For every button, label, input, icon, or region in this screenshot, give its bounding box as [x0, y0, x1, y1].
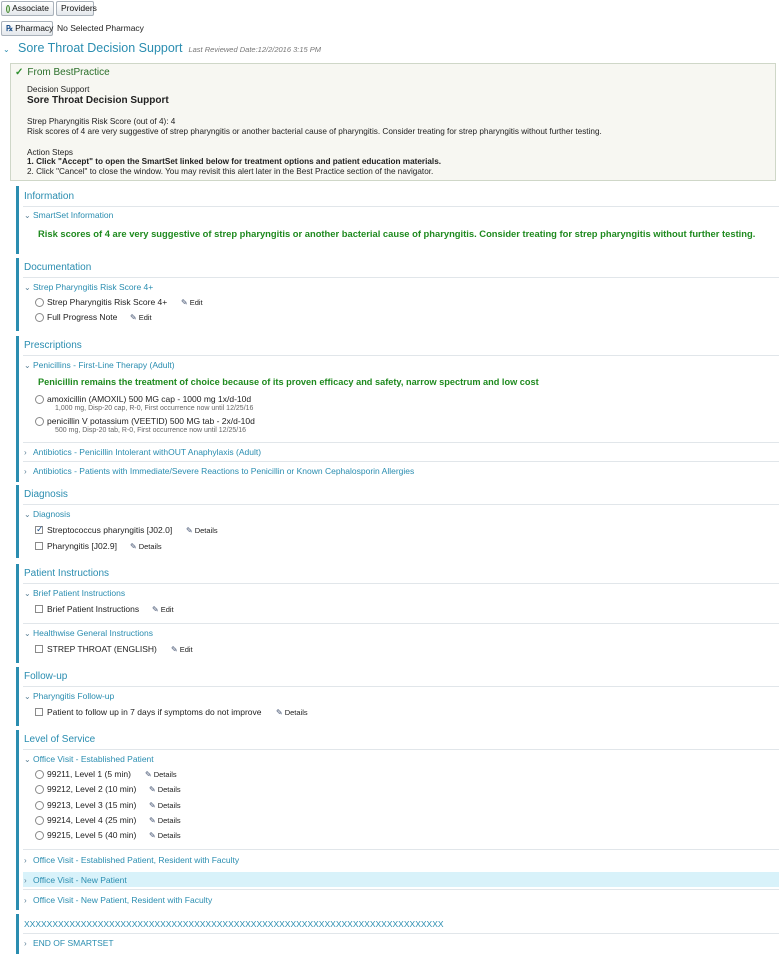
- item-label: 99212, Level 2 (10 min): [47, 784, 137, 794]
- subsection-label: Strep Pharyngitis Risk Score 4+: [33, 282, 154, 292]
- checkbox[interactable]: [35, 542, 43, 550]
- pencil-icon: ✎: [171, 645, 178, 654]
- section-level-of-service: [16, 730, 779, 910]
- details-link[interactable]: [149, 816, 181, 825]
- end-smartset-group[interactable]: [24, 938, 114, 948]
- section-title: Information: [24, 191, 75, 202]
- chevron-right-icon: ›: [24, 876, 27, 885]
- pencil-icon: ✎: [186, 526, 193, 535]
- dx-item[interactable]: [35, 525, 172, 535]
- item-label: Brief Patient Instructions: [47, 604, 140, 614]
- los-item[interactable]: [35, 769, 131, 779]
- associate-button[interactable]: [1, 1, 54, 16]
- los-item[interactable]: [35, 784, 136, 794]
- subsection-label: Antibiotics - Penicillin Intolerant withOUT Anaphylaxis (Adult): [33, 447, 262, 457]
- checkbox[interactable]: [35, 708, 43, 716]
- edit-link[interactable]: [171, 645, 193, 654]
- radio-button[interactable]: [35, 831, 44, 840]
- los-item[interactable]: [35, 800, 136, 810]
- doc-item[interactable]: [35, 297, 167, 307]
- details-link[interactable]: [149, 801, 181, 810]
- chevron-right-icon: ›: [24, 896, 27, 905]
- los-collapsed-group[interactable]: [24, 875, 127, 885]
- radio-button[interactable]: [35, 801, 44, 810]
- radio-button[interactable]: [35, 785, 44, 794]
- checkbox[interactable]: [35, 605, 43, 613]
- chevron-down-icon: ⌄: [24, 629, 31, 638]
- pencil-icon: ✎: [181, 298, 188, 307]
- section-follow-up: [16, 667, 779, 726]
- item-label: penicillin V potassium (VEETID) 500 MG tab - 2x/d-10d: [47, 416, 255, 426]
- section-documentation: [16, 258, 779, 331]
- fu-subsection-header[interactable]: [24, 691, 114, 701]
- link-label: Details: [157, 785, 181, 794]
- chevron-down-icon: ⌄: [24, 589, 31, 598]
- item-label: amoxicillin (AMOXIL) 500 MG cap - 1000 mg 1x/d-10d: [47, 394, 252, 404]
- fu-item[interactable]: [35, 707, 262, 717]
- section-end: [16, 914, 779, 954]
- section-title: Prescriptions: [24, 340, 82, 351]
- link-label: Edit: [189, 298, 203, 307]
- link-label: Details: [157, 816, 181, 825]
- details-link[interactable]: [145, 770, 177, 779]
- bp-action2: 2. Click "Cancel" to close the window. You may revisit this alert later in the Best Practice section of the navigator.: [27, 167, 434, 176]
- rx-collapsed-group[interactable]: [24, 466, 414, 476]
- pharmacy-value: No Selected Pharmacy: [57, 23, 144, 33]
- los-collapsed-group[interactable]: [24, 855, 239, 865]
- associate-label: Associate: [12, 3, 49, 13]
- link-label: Details: [157, 801, 181, 810]
- pencil-icon: ✎: [130, 313, 137, 322]
- page-title: Sore Throat Decision Support: [18, 41, 183, 55]
- chevron-down-icon: ⌄: [24, 211, 31, 220]
- link-label: Edit: [160, 605, 174, 614]
- rx-message: Penicillin remains the treatment of choice because of its proven efficacy and safety, narrow spectrum and low cost: [38, 377, 539, 387]
- item-label: 99211, Level 1 (5 min): [47, 769, 131, 779]
- link-label: Edit: [179, 645, 193, 654]
- providers-label: Providers: [61, 3, 97, 13]
- los-subsection-header[interactable]: [24, 754, 154, 764]
- details-link[interactable]: [186, 526, 218, 535]
- item-label: 99215, Level 5 (40 min): [47, 830, 137, 840]
- checkbox[interactable]: [35, 645, 43, 653]
- rx-item[interactable]: [35, 416, 255, 426]
- section-title: Documentation: [24, 262, 92, 273]
- dx-item[interactable]: [35, 541, 117, 551]
- radio-button[interactable]: [35, 816, 44, 825]
- doc-subsection-header[interactable]: [24, 282, 153, 292]
- best-practice-source: From BestPractice: [27, 67, 110, 78]
- subsection-label: END OF SMARTSET: [33, 938, 114, 948]
- chevron-down-icon: ⌄: [24, 283, 31, 292]
- chevron-right-icon: ›: [24, 856, 27, 865]
- los-item[interactable]: [35, 815, 136, 825]
- best-practice-panel: [10, 63, 776, 181]
- edit-link[interactable]: [181, 298, 203, 307]
- subsection-label: Office Visit - Established Patient, Resident with Faculty: [33, 855, 240, 865]
- los-item[interactable]: [35, 830, 136, 840]
- item-label: Patient to follow up in 7 days if symptoms do not improve: [47, 707, 262, 717]
- bp-score-desc: Risk scores of 4 are very suggestive of strep pharyngitis or another bacterial cause of pharyngitis. Consider treating for strep pharyngitis without further testing.: [27, 127, 602, 136]
- subsection-label: Healthwise General Instructions: [33, 628, 154, 638]
- pi-item[interactable]: [35, 604, 139, 614]
- item-label: Streptococcus pharyngitis [J02.0]: [47, 525, 173, 535]
- rx-icon: ℞: [6, 24, 14, 33]
- chevron-down-icon: ⌄: [24, 510, 31, 519]
- chevron-right-icon: ›: [24, 448, 27, 457]
- chevron-right-icon: ›: [24, 467, 27, 476]
- rx-subsection-header[interactable]: [24, 360, 175, 370]
- pencil-icon: ✎: [152, 605, 159, 614]
- pencil-icon: ✎: [149, 831, 156, 840]
- last-reviewed: Last Reviewed Date:12/2/2016 3:15 PM: [188, 45, 322, 54]
- checkbox[interactable]: [35, 526, 43, 534]
- pi-subsection-header[interactable]: [24, 628, 153, 638]
- section-information: [16, 186, 779, 254]
- item-label: Pharyngitis [J02.9]: [47, 541, 117, 551]
- subsection-label: Antibiotics - Patients with Immediate/Severe Reactions to Penicillin or Known Cephalosporin Allergies: [33, 466, 415, 476]
- subsection-label: Brief Patient Instructions: [33, 588, 126, 598]
- section-prescriptions: [16, 336, 779, 482]
- item-label: 99214, Level 4 (25 min): [47, 815, 137, 825]
- section-patient-instructions: [16, 564, 779, 663]
- item-label: 99213, Level 3 (15 min): [47, 800, 137, 810]
- chevron-down-icon: ⌄: [24, 755, 31, 764]
- subsection-label: Diagnosis: [33, 509, 71, 519]
- subsection-label: Office Visit - New Patient, Resident with Faculty: [33, 895, 213, 905]
- details-link[interactable]: [149, 831, 181, 840]
- pi-item[interactable]: [35, 644, 157, 654]
- rx-collapsed-group[interactable]: [24, 447, 261, 457]
- bp-action-title: Action Steps: [27, 148, 73, 157]
- smartset-info-header[interactable]: [24, 210, 113, 220]
- pharmacy-label: Pharmacy: [15, 23, 54, 33]
- doc-item[interactable]: [35, 312, 117, 322]
- subsection-label: Pharyngitis Follow-up: [33, 691, 115, 701]
- subsection-label: Office Visit - New Patient: [33, 875, 127, 885]
- edit-link[interactable]: [130, 313, 152, 322]
- subsection-label: Office Visit - Established Patient: [33, 754, 154, 764]
- providers-button[interactable]: [56, 1, 97, 16]
- edit-link[interactable]: [152, 605, 174, 614]
- chevron-down-icon: ⌄: [24, 692, 31, 701]
- separator-line: XXXXXXXXXXXXXXXXXXXXXXXXXXXXXXXXXXXXXXXXXXXXXXXXXXXXXXXXXXXXXXXXXXXXXXXXXX: [24, 919, 444, 929]
- pi-subsection-header[interactable]: [24, 588, 125, 598]
- section-title: Follow-up: [24, 671, 68, 682]
- section-title: Patient Instructions: [24, 568, 110, 579]
- pencil-icon: ✎: [130, 542, 137, 551]
- link-label: Edit: [138, 313, 152, 322]
- link-label: Details: [284, 708, 308, 717]
- los-collapsed-group[interactable]: [24, 895, 212, 905]
- link-label: Details: [157, 831, 181, 840]
- pencil-icon: ✎: [145, 770, 152, 779]
- item-label: Strep Pharyngitis Risk Score 4+: [47, 297, 168, 307]
- subsection-label: Penicillins - First-Line Therapy (Adult): [33, 360, 175, 370]
- rx-item-detail: 1,000 mg, Disp-20 cap, R-0, First occurrence now until 12/25/16: [55, 405, 254, 412]
- chevron-down-icon[interactable]: ⌄: [3, 45, 10, 54]
- subsection-label: SmartSet Information: [33, 210, 114, 220]
- radio-button[interactable]: [35, 298, 44, 307]
- radio-button[interactable]: [35, 770, 44, 779]
- associate-icon: [6, 5, 10, 13]
- checkmark-icon: ✓: [15, 67, 24, 78]
- pencil-icon: ✎: [276, 708, 283, 717]
- highlighted-row: [23, 872, 779, 887]
- pencil-icon: ✎: [149, 785, 156, 794]
- link-label: Details: [153, 770, 177, 779]
- bp-line1: Decision Support: [27, 85, 90, 94]
- chevron-right-icon: ›: [24, 939, 27, 948]
- link-label: Details: [194, 526, 218, 535]
- details-link[interactable]: [130, 542, 162, 551]
- bp-score-line: Strep Pharyngitis Risk Score (out of 4): 4: [27, 117, 176, 126]
- pencil-icon: ✎: [149, 816, 156, 825]
- radio-button[interactable]: [35, 395, 44, 404]
- item-label: STREP THROAT (ENGLISH): [47, 644, 157, 654]
- pencil-icon: ✎: [149, 801, 156, 810]
- bp-action1: 1. Click "Accept" to open the SmartSet linked below for treatment options and patient education materials.: [27, 157, 442, 166]
- chevron-down-icon: ⌄: [24, 361, 31, 370]
- section-diagnosis: [16, 485, 779, 558]
- details-link[interactable]: [276, 708, 308, 717]
- details-link[interactable]: [149, 785, 181, 794]
- rx-item[interactable]: [35, 394, 251, 404]
- dx-subsection-header[interactable]: [24, 509, 70, 519]
- section-title: Level of Service: [24, 734, 96, 745]
- info-message: Risk scores of 4 are very suggestive of strep pharyngitis or another bacterial cause of pharyngitis. Consider treating for strep pharyngitis without further testing.: [38, 228, 756, 239]
- radio-button[interactable]: [35, 313, 44, 322]
- rx-item-detail: 500 mg, Disp-20 tab, R-0, First occurrence now until 12/25/16: [55, 427, 247, 434]
- link-label: Details: [138, 542, 162, 551]
- pharmacy-button[interactable]: [1, 21, 53, 36]
- section-title: Diagnosis: [24, 489, 68, 500]
- bp-line2: Sore Throat Decision Support: [27, 95, 169, 106]
- item-label: Full Progress Note: [47, 312, 118, 322]
- radio-button[interactable]: [35, 417, 44, 426]
- page-header: [3, 41, 321, 55]
